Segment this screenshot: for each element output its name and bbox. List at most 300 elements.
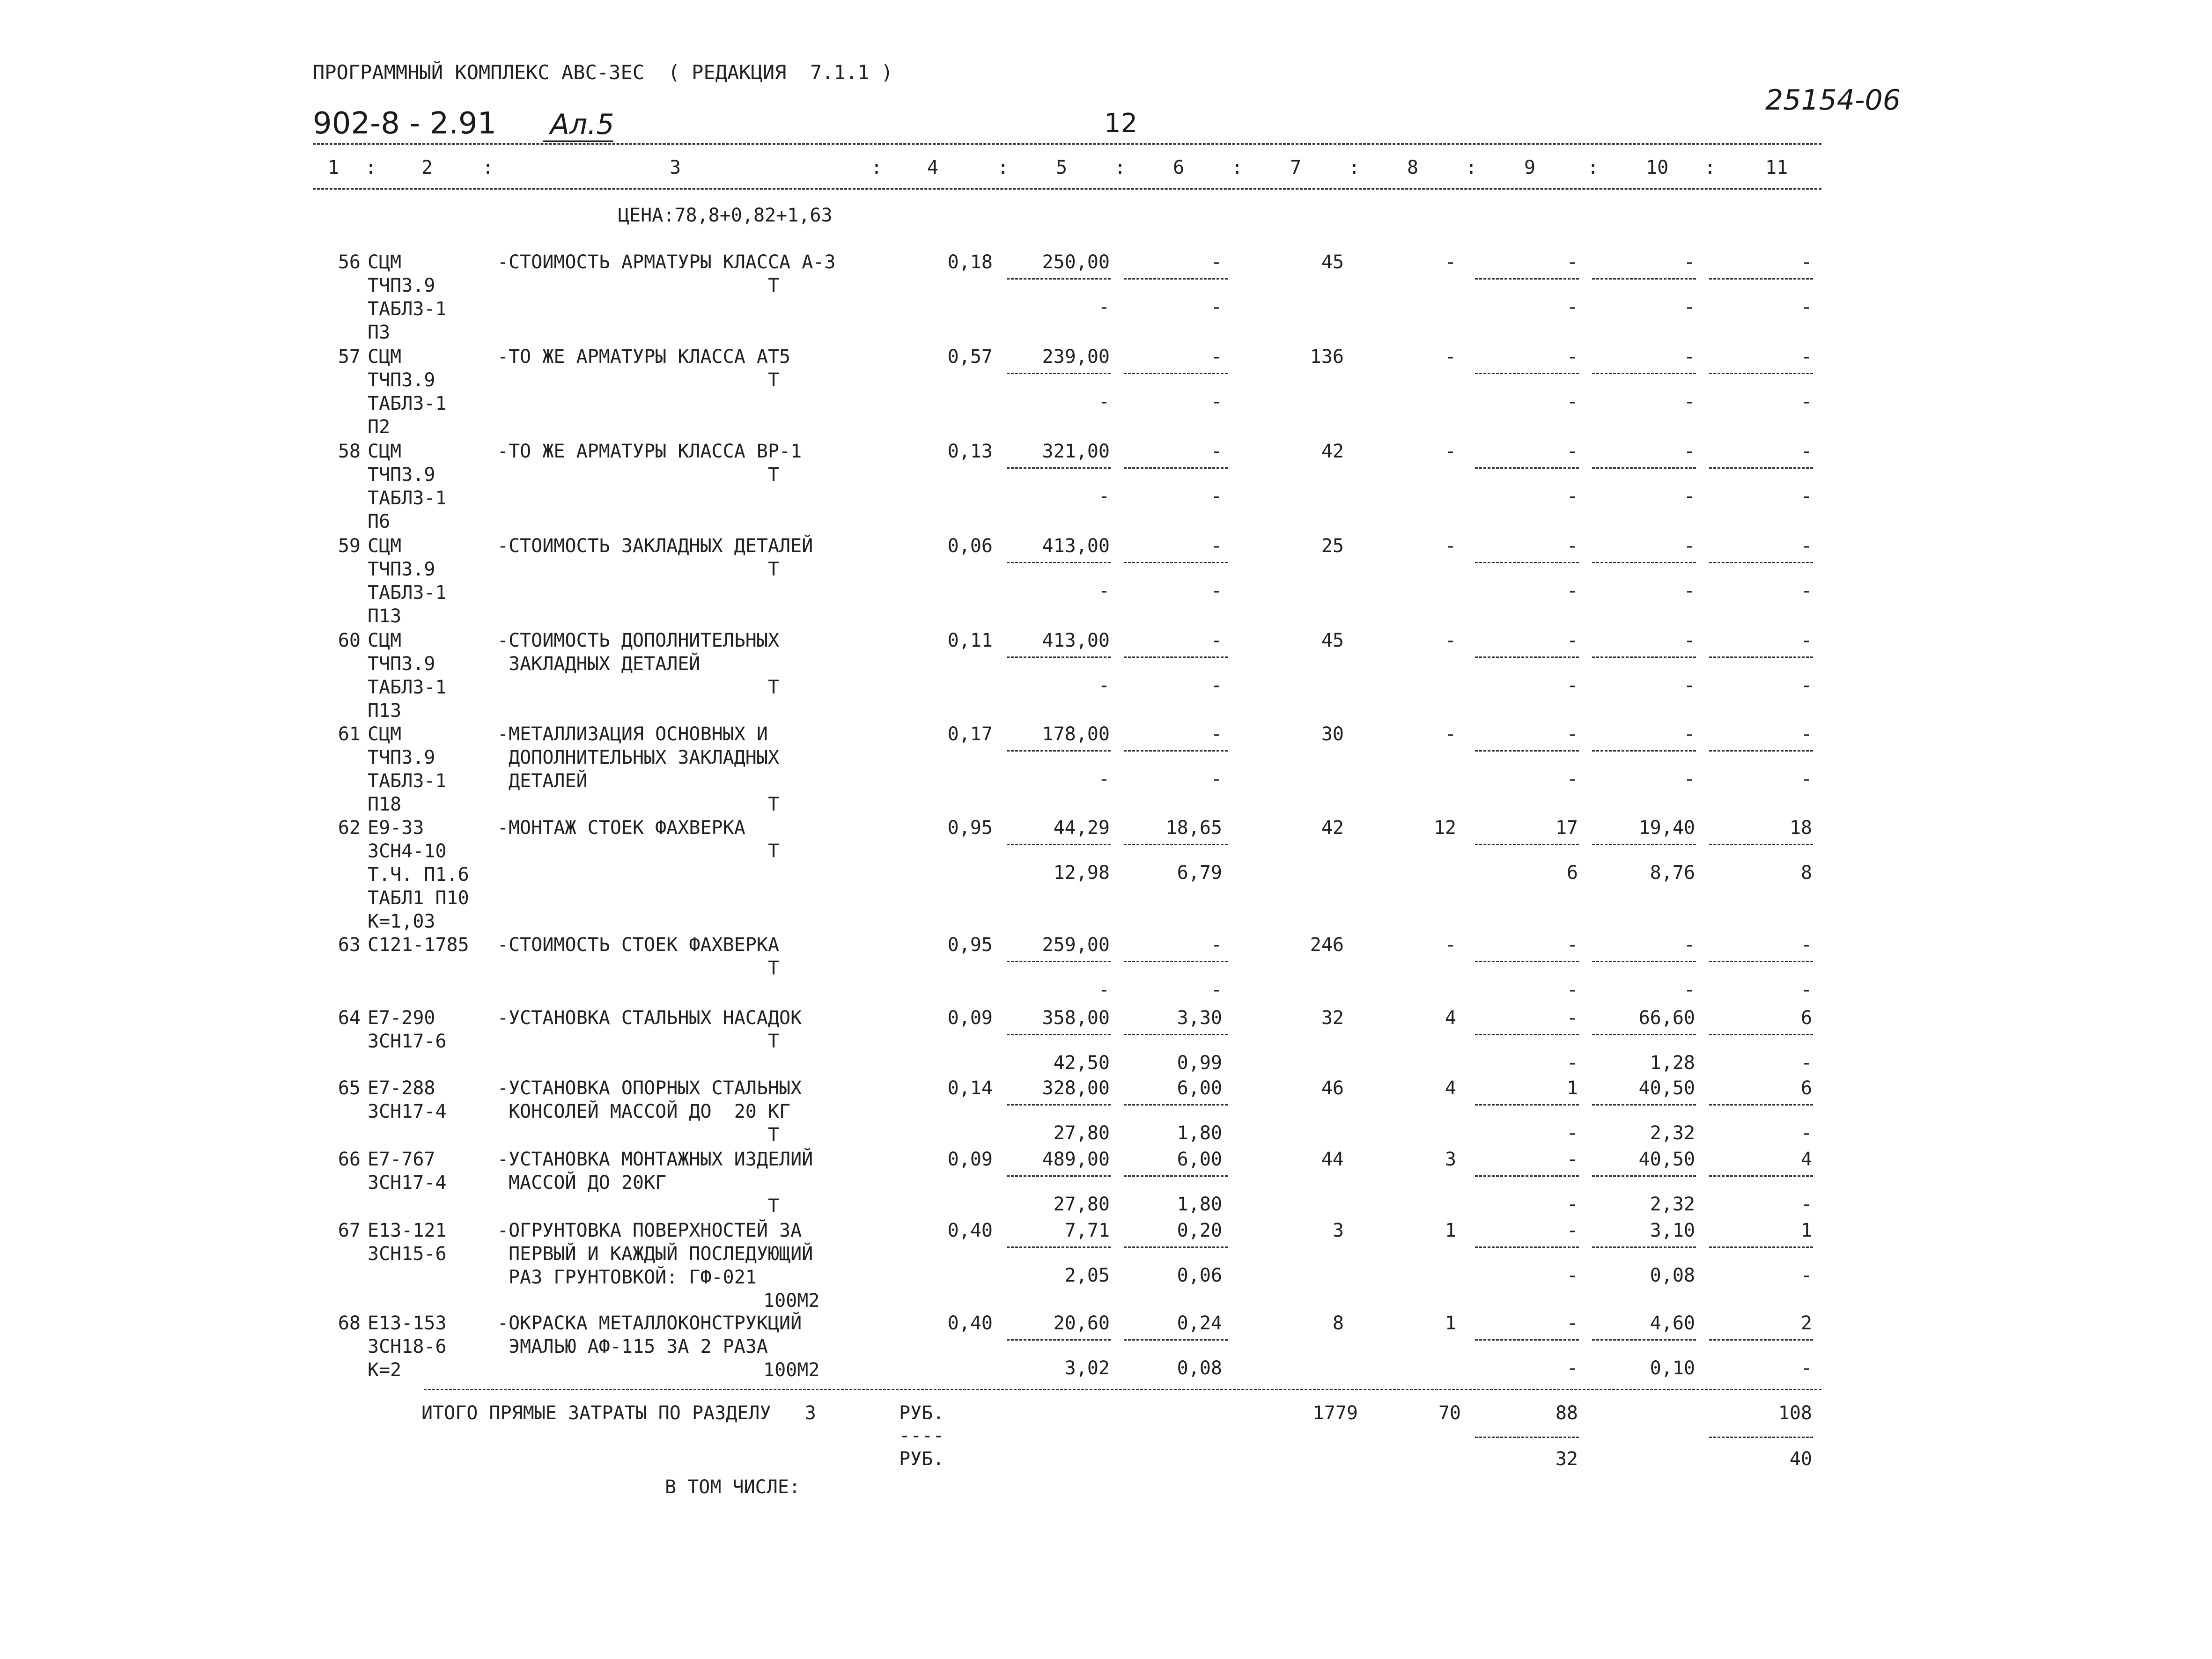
unit: Т bbox=[768, 841, 780, 862]
col10-value: - bbox=[1683, 934, 1695, 956]
col6-sub-value: - bbox=[1210, 296, 1222, 318]
cell-divider bbox=[1592, 844, 1696, 845]
col10-value: - bbox=[1683, 630, 1695, 651]
col6-value: - bbox=[1210, 251, 1222, 273]
col6-value: - bbox=[1210, 535, 1222, 557]
col5-value: 259,00 bbox=[1042, 934, 1110, 956]
col8-value: - bbox=[1445, 535, 1456, 557]
col5-value: 7,71 bbox=[1064, 1220, 1110, 1241]
col7-value: 45 bbox=[1321, 251, 1344, 273]
col8-value: 4 bbox=[1445, 1007, 1456, 1029]
album-label: Ал.5 bbox=[550, 108, 614, 141]
col11-value: 1 bbox=[1800, 1220, 1812, 1241]
col8-value: - bbox=[1445, 630, 1456, 651]
column-header-3: 3 bbox=[670, 157, 681, 178]
norm-code: СЦМ bbox=[368, 723, 402, 745]
col5-sub-value: - bbox=[1098, 391, 1110, 413]
work-description: -МЕТАЛЛИЗАЦИЯ ОСНОВНЫХ И bbox=[497, 723, 768, 745]
norm-code: ТЧП3.9 bbox=[368, 464, 435, 486]
cell-divider bbox=[1592, 373, 1696, 374]
cell-divider bbox=[1007, 373, 1111, 374]
work-description: МАССОЙ ДО 20КГ bbox=[497, 1172, 667, 1194]
col6-sub-value: - bbox=[1210, 486, 1222, 507]
col5-sub-value: 3,02 bbox=[1064, 1357, 1110, 1379]
col5-sub-value: 42,50 bbox=[1053, 1052, 1110, 1074]
col7-value: 32 bbox=[1321, 1007, 1344, 1029]
col10-sub-value: 2,32 bbox=[1650, 1194, 1695, 1215]
totals-col11-second: 40 bbox=[1789, 1448, 1812, 1470]
cell-divider bbox=[1592, 467, 1696, 469]
totals-unit-second: РУБ. bbox=[899, 1448, 944, 1470]
unit: Т bbox=[768, 794, 780, 815]
col7-value: 44 bbox=[1321, 1149, 1344, 1170]
row-number: 57 bbox=[338, 346, 361, 368]
cell-divider bbox=[1709, 750, 1813, 752]
cell-divider bbox=[1007, 750, 1111, 752]
norm-code: 3СН18-6 bbox=[368, 1336, 447, 1357]
column-separator: : bbox=[871, 157, 883, 178]
col5-sub-value: - bbox=[1098, 768, 1110, 790]
column-separator: : bbox=[482, 157, 494, 178]
unit: Т bbox=[768, 1195, 780, 1217]
norm-code: 3СН17-4 bbox=[368, 1172, 447, 1194]
col7-value: 42 bbox=[1321, 441, 1344, 462]
col6-sub-value: 6,79 bbox=[1177, 862, 1222, 884]
norm-code: Е7-767 bbox=[368, 1149, 435, 1170]
cell-divider bbox=[1007, 1246, 1111, 1248]
col11-sub-value: - bbox=[1800, 296, 1812, 318]
row-number: 59 bbox=[338, 535, 361, 557]
col5-value: 321,00 bbox=[1042, 441, 1110, 462]
doc-code: 902-8 - 2.91 bbox=[313, 106, 497, 141]
col10-sub-value: 2,32 bbox=[1650, 1122, 1695, 1144]
cell-divider bbox=[1475, 1246, 1579, 1248]
norm-code: СЦМ bbox=[368, 251, 402, 273]
row-number: 65 bbox=[338, 1077, 361, 1099]
totals-col7: 1779 bbox=[1312, 1402, 1358, 1424]
col9-value: 17 bbox=[1555, 817, 1578, 839]
column-separator: : bbox=[1349, 157, 1360, 178]
cell-divider bbox=[1124, 1104, 1228, 1106]
cell-divider bbox=[1592, 1246, 1696, 1248]
cell-divider bbox=[1709, 373, 1813, 374]
norm-code: К=1,03 bbox=[368, 911, 435, 932]
col10-value: - bbox=[1683, 535, 1695, 557]
col9-sub-value: - bbox=[1566, 1265, 1578, 1286]
norm-code: ТАБЛ1 П10 bbox=[368, 887, 469, 909]
row-number: 63 bbox=[338, 934, 361, 956]
cell-divider bbox=[1124, 373, 1228, 374]
col7-value: 42 bbox=[1321, 817, 1344, 839]
quantity: 0,14 bbox=[947, 1077, 993, 1099]
column-header-1: 1 bbox=[328, 157, 339, 178]
col9-sub-value: - bbox=[1566, 768, 1578, 790]
quantity: 0,17 bbox=[947, 723, 993, 745]
col11-value: - bbox=[1800, 535, 1812, 557]
col9-sub-value: - bbox=[1566, 1122, 1578, 1144]
col6-sub-value: 0,08 bbox=[1177, 1357, 1222, 1379]
col6-value: - bbox=[1210, 441, 1222, 462]
cell-divider bbox=[1592, 278, 1696, 280]
cell-divider bbox=[1475, 656, 1579, 658]
cell-divider bbox=[1709, 1034, 1813, 1035]
work-description: КОНСОЛЕЙ МАССОЙ ДО 20 КГ bbox=[497, 1101, 791, 1122]
col10-sub-value: - bbox=[1683, 675, 1695, 696]
quantity: 0,11 bbox=[947, 630, 993, 651]
cell-divider bbox=[1709, 844, 1813, 845]
cell-divider bbox=[1124, 656, 1228, 658]
col9-value: - bbox=[1566, 630, 1578, 651]
norm-code: ТЧП3.9 bbox=[368, 369, 435, 391]
col5-value: 413,00 bbox=[1042, 630, 1110, 651]
col5-value: 239,00 bbox=[1042, 346, 1110, 368]
col9-value: - bbox=[1566, 441, 1578, 462]
norm-code: П3 bbox=[368, 322, 391, 343]
unit: Т bbox=[768, 464, 780, 486]
norm-code: 3СН17-6 bbox=[368, 1031, 447, 1052]
cell-divider bbox=[1592, 961, 1696, 962]
col6-sub-value: - bbox=[1210, 580, 1222, 602]
cell-divider bbox=[1592, 1339, 1696, 1341]
col5-value: 250,00 bbox=[1042, 251, 1110, 273]
cell-divider bbox=[1007, 1034, 1111, 1035]
norm-code: ТАБЛ3-1 bbox=[368, 770, 447, 792]
norm-code: К=2 bbox=[368, 1359, 402, 1381]
col6-value: 0,20 bbox=[1177, 1220, 1222, 1241]
cell-divider bbox=[1475, 1339, 1579, 1341]
norm-code: Е13-121 bbox=[368, 1220, 447, 1241]
work-description: ЭМАЛЬЮ АФ-115 ЗА 2 РАЗА bbox=[497, 1336, 768, 1357]
col9-sub-value: - bbox=[1566, 296, 1578, 318]
norm-code: Е9-33 bbox=[368, 817, 424, 839]
cell-divider bbox=[1124, 750, 1228, 752]
col9-sub-value: - bbox=[1566, 391, 1578, 413]
cell-divider bbox=[1475, 373, 1579, 374]
totals-col9-dashes bbox=[1475, 1437, 1579, 1438]
col8-value: 12 bbox=[1433, 817, 1456, 839]
norm-code: Е7-288 bbox=[368, 1077, 435, 1099]
row-number: 68 bbox=[338, 1312, 361, 1334]
column-header-9: 9 bbox=[1524, 157, 1536, 178]
col5-sub-value: - bbox=[1098, 675, 1110, 696]
col10-sub-value: - bbox=[1683, 768, 1695, 790]
work-description: -ТО ЖЕ АРМАТУРЫ КЛАССА АТ5 bbox=[497, 346, 791, 368]
col9-value: - bbox=[1566, 934, 1578, 956]
totals-unit-dashes: ---- bbox=[899, 1425, 944, 1446]
col11-value: 18 bbox=[1789, 817, 1812, 839]
work-description: ПЕРВЫЙ И КАЖДЫЙ ПОСЛЕДУЮЩИЙ bbox=[497, 1243, 813, 1265]
totals-col11: 108 bbox=[1778, 1402, 1812, 1424]
norm-code: П18 bbox=[368, 794, 402, 815]
col10-value: 40,50 bbox=[1638, 1149, 1695, 1170]
cell-divider bbox=[1709, 961, 1813, 962]
col11-value: - bbox=[1800, 630, 1812, 651]
cell-divider bbox=[1007, 467, 1111, 469]
norm-code: ТЧП3.9 bbox=[368, 653, 435, 675]
work-description: -СТОИМОСТЬ ЗАКЛАДНЫХ ДЕТАЛЕЙ bbox=[497, 535, 813, 557]
page-number: 12 bbox=[1104, 108, 1138, 139]
row-number: 61 bbox=[338, 723, 361, 745]
col11-value: - bbox=[1800, 346, 1812, 368]
column-separator: : bbox=[1231, 157, 1243, 178]
norm-code: СЦМ bbox=[368, 630, 402, 651]
row-number: 67 bbox=[338, 1220, 361, 1241]
column-separator: : bbox=[997, 157, 1009, 178]
norm-code: ТАБЛ3-1 bbox=[368, 298, 447, 320]
col8-value: - bbox=[1445, 723, 1456, 745]
column-header-7: 7 bbox=[1290, 157, 1302, 178]
cell-divider bbox=[1124, 467, 1228, 469]
unit: Т bbox=[768, 1124, 780, 1146]
cell-divider bbox=[1709, 1246, 1813, 1248]
col11-sub-value: - bbox=[1800, 1265, 1812, 1286]
col6-value: - bbox=[1210, 630, 1222, 651]
col8-value: - bbox=[1445, 934, 1456, 956]
cell-divider bbox=[1124, 278, 1228, 280]
col11-value: - bbox=[1800, 441, 1812, 462]
col8-value: 4 bbox=[1445, 1077, 1456, 1099]
col6-sub-value: 1,80 bbox=[1177, 1122, 1222, 1144]
col10-value: 19,40 bbox=[1638, 817, 1695, 839]
col7-value: 246 bbox=[1310, 934, 1344, 956]
cell-divider bbox=[1124, 562, 1228, 563]
row-number: 64 bbox=[338, 1007, 361, 1029]
col11-sub-value: - bbox=[1800, 1357, 1812, 1379]
archive-number: 25154-06 bbox=[1765, 84, 1901, 117]
col10-sub-value: 0,08 bbox=[1650, 1265, 1695, 1286]
norm-code: СЦМ bbox=[368, 441, 402, 462]
norm-code: 3СН17-4 bbox=[368, 1101, 447, 1122]
col11-value: 2 bbox=[1800, 1312, 1812, 1334]
col10-value: 3,10 bbox=[1650, 1220, 1695, 1241]
norm-code: СЦМ bbox=[368, 535, 402, 557]
col6-sub-value: - bbox=[1210, 675, 1222, 696]
work-description: -ОКРАСКА МЕТАЛЛОКОНСТРУКЦИЙ bbox=[497, 1312, 802, 1334]
norm-code: Е7-290 bbox=[368, 1007, 435, 1029]
col9-sub-value: - bbox=[1566, 979, 1578, 1001]
unit: Т bbox=[768, 677, 780, 698]
col10-value: 4,60 bbox=[1650, 1312, 1695, 1334]
col10-sub-value: - bbox=[1683, 580, 1695, 602]
work-description: -МОНТАЖ СТОЕК ФАХВЕРКА bbox=[497, 817, 745, 839]
row-number: 62 bbox=[338, 817, 361, 839]
totals-rule bbox=[424, 1389, 1821, 1390]
col11-value: 6 bbox=[1800, 1007, 1812, 1029]
cell-divider bbox=[1592, 750, 1696, 752]
col6-sub-value: - bbox=[1210, 391, 1222, 413]
col9-value: - bbox=[1566, 535, 1578, 557]
work-description: -ОГРУНТОВКА ПОВЕРХНОСТЕЙ ЗА bbox=[497, 1220, 802, 1241]
col7-value: 46 bbox=[1321, 1077, 1344, 1099]
col11-sub-value: - bbox=[1800, 1052, 1812, 1074]
work-description: ДЕТАЛЕЙ bbox=[497, 770, 588, 792]
cell-divider bbox=[1475, 1104, 1579, 1106]
col11-sub-value: - bbox=[1800, 675, 1812, 696]
totals-col9-second: 32 bbox=[1555, 1448, 1578, 1470]
col5-sub-value: - bbox=[1098, 486, 1110, 507]
album-underline bbox=[543, 140, 613, 142]
quantity: 0,40 bbox=[947, 1312, 993, 1334]
col5-value: 20,60 bbox=[1053, 1312, 1110, 1334]
cell-divider bbox=[1124, 961, 1228, 962]
work-description: -СТОИМОСТЬ АРМАТУРЫ КЛАССА А-3 bbox=[497, 251, 836, 273]
column-separator: : bbox=[1587, 157, 1599, 178]
norm-code: Е13-153 bbox=[368, 1312, 447, 1334]
cell-divider bbox=[1007, 844, 1111, 845]
col9-value: - bbox=[1566, 1149, 1578, 1170]
norm-code: 3СН4-10 bbox=[368, 841, 447, 862]
col8-value: - bbox=[1445, 346, 1456, 368]
column-header-11: 11 bbox=[1765, 157, 1788, 178]
col6-value: 0,24 bbox=[1177, 1312, 1222, 1334]
norm-code: ТЧП3.9 bbox=[368, 559, 435, 580]
col9-value: - bbox=[1566, 1007, 1578, 1029]
norm-code: ТАБЛ3-1 bbox=[368, 393, 447, 414]
row-number: 66 bbox=[338, 1149, 361, 1170]
col6-value: 3,30 bbox=[1177, 1007, 1222, 1029]
including-label: В ТОМ ЧИСЛЕ: bbox=[665, 1476, 800, 1498]
column-header-8: 8 bbox=[1407, 157, 1419, 178]
cell-divider bbox=[1007, 562, 1111, 563]
col5-value: 358,00 bbox=[1042, 1007, 1110, 1029]
cell-divider bbox=[1124, 844, 1228, 845]
col8-value: 1 bbox=[1445, 1312, 1456, 1334]
col5-sub-value: - bbox=[1098, 979, 1110, 1001]
unit: Т bbox=[768, 559, 780, 580]
col9-value: 1 bbox=[1566, 1077, 1578, 1099]
cell-divider bbox=[1592, 1034, 1696, 1035]
program-line: ПРОГРАММНЫЙ КОМПЛЕКС АВС-3ЕС ( РЕДАКЦИЯ 7.1.1 ) bbox=[313, 61, 893, 84]
totals-unit: РУБ. bbox=[899, 1402, 944, 1424]
quantity: 0,57 bbox=[947, 346, 993, 368]
col10-sub-value: 0,10 bbox=[1650, 1357, 1695, 1379]
col6-sub-value: 0,99 bbox=[1177, 1052, 1222, 1074]
col7-value: 3 bbox=[1332, 1220, 1344, 1241]
col6-value: - bbox=[1210, 346, 1222, 368]
col9-value: - bbox=[1566, 346, 1578, 368]
col11-sub-value: - bbox=[1800, 486, 1812, 507]
row-number: 56 bbox=[338, 251, 361, 273]
col9-sub-value: 6 bbox=[1566, 862, 1578, 884]
work-description: -УСТАНОВКА СТАЛЬНЫХ НАСАДОК bbox=[497, 1007, 802, 1029]
unit: Т bbox=[768, 275, 780, 296]
column-header-2: 2 bbox=[421, 157, 433, 178]
cell-divider bbox=[1592, 656, 1696, 658]
col9-value: - bbox=[1566, 1312, 1578, 1334]
col5-value: 178,00 bbox=[1042, 723, 1110, 745]
col11-sub-value: 8 bbox=[1800, 862, 1812, 884]
col8-value: - bbox=[1445, 441, 1456, 462]
col5-sub-value: - bbox=[1098, 296, 1110, 318]
totals-col8: 70 bbox=[1438, 1402, 1461, 1424]
col9-sub-value: - bbox=[1566, 580, 1578, 602]
col7-value: 30 bbox=[1321, 723, 1344, 745]
cell-divider bbox=[1709, 278, 1813, 280]
col8-value: 1 bbox=[1445, 1220, 1456, 1241]
col7-value: 25 bbox=[1321, 535, 1344, 557]
col10-sub-value: - bbox=[1683, 486, 1695, 507]
cell-divider bbox=[1007, 1104, 1111, 1106]
cell-divider bbox=[1475, 961, 1579, 962]
work-description: -ТО ЖЕ АРМАТУРЫ КЛАССА ВР-1 bbox=[497, 441, 802, 462]
column-separator: : bbox=[1466, 157, 1477, 178]
row-number: 60 bbox=[338, 630, 361, 651]
norm-code: С121-1785 bbox=[368, 934, 469, 956]
cell-divider bbox=[1709, 467, 1813, 469]
cell-divider bbox=[1124, 1246, 1228, 1248]
quantity: 0,06 bbox=[947, 535, 993, 557]
norm-code: ТАБЛ3-1 bbox=[368, 582, 447, 604]
col7-value: 45 bbox=[1321, 630, 1344, 651]
work-description: ДОПОЛНИТЕЛЬНЫХ ЗАКЛАДНЫХ bbox=[497, 747, 780, 768]
col10-value: 40,50 bbox=[1638, 1077, 1695, 1099]
cell-divider bbox=[1709, 656, 1813, 658]
column-separator: : bbox=[1114, 157, 1126, 178]
price-note: ЦЕНА:78,8+0,82+1,63 bbox=[618, 205, 833, 226]
col5-value: 44,29 bbox=[1053, 817, 1110, 839]
cell-divider bbox=[1709, 562, 1813, 563]
work-description: -СТОИМОСТЬ СТОЕК ФАХВЕРКА bbox=[497, 934, 780, 956]
norm-code: П13 bbox=[368, 700, 402, 722]
cell-divider bbox=[1007, 1339, 1111, 1341]
col10-value: - bbox=[1683, 723, 1695, 745]
cell-divider bbox=[1709, 1339, 1813, 1341]
col6-sub-value: 1,80 bbox=[1177, 1194, 1222, 1215]
col11-value: - bbox=[1800, 251, 1812, 273]
quantity: 0,09 bbox=[947, 1007, 993, 1029]
column-header-10: 10 bbox=[1646, 157, 1669, 178]
cell-divider bbox=[1124, 1175, 1228, 1177]
col6-sub-value: - bbox=[1210, 979, 1222, 1001]
col10-sub-value: 8,76 bbox=[1650, 862, 1695, 884]
col5-sub-value: 12,98 bbox=[1053, 862, 1110, 884]
cell-divider bbox=[1475, 562, 1579, 563]
col10-sub-value: - bbox=[1683, 296, 1695, 318]
col9-sub-value: - bbox=[1566, 486, 1578, 507]
col10-sub-value: - bbox=[1683, 391, 1695, 413]
col10-sub-value: 1,28 bbox=[1650, 1052, 1695, 1074]
col6-value: 6,00 bbox=[1177, 1149, 1222, 1170]
col9-sub-value: - bbox=[1566, 1194, 1578, 1215]
quantity: 0,13 bbox=[947, 441, 993, 462]
quantity: 0,18 bbox=[947, 251, 993, 273]
cell-divider bbox=[1007, 961, 1111, 962]
col8-value: 3 bbox=[1445, 1149, 1456, 1170]
col6-sub-value: 0,06 bbox=[1177, 1265, 1222, 1286]
cell-divider bbox=[1124, 1339, 1228, 1341]
header-bottom-rule bbox=[313, 188, 1821, 190]
cell-divider bbox=[1475, 750, 1579, 752]
col9-value: - bbox=[1566, 251, 1578, 273]
unit: Т bbox=[768, 958, 780, 979]
cell-divider bbox=[1124, 1034, 1228, 1035]
col11-sub-value: - bbox=[1800, 580, 1812, 602]
col6-value: 6,00 bbox=[1177, 1077, 1222, 1099]
norm-code: СЦМ bbox=[368, 346, 402, 368]
col10-value: - bbox=[1683, 346, 1695, 368]
column-header-5: 5 bbox=[1056, 157, 1068, 178]
col8-value: - bbox=[1445, 251, 1456, 273]
quantity: 0,95 bbox=[947, 817, 993, 839]
cell-divider bbox=[1592, 1104, 1696, 1106]
column-separator: : bbox=[1704, 157, 1716, 178]
col10-value: - bbox=[1683, 251, 1695, 273]
column-header-4: 4 bbox=[927, 157, 939, 178]
cell-divider bbox=[1709, 1104, 1813, 1106]
col6-value: - bbox=[1210, 723, 1222, 745]
work-description: -УСТАНОВКА МОНТАЖНЫХ ИЗДЕЛИЙ bbox=[497, 1149, 813, 1170]
col11-value: 6 bbox=[1800, 1077, 1812, 1099]
